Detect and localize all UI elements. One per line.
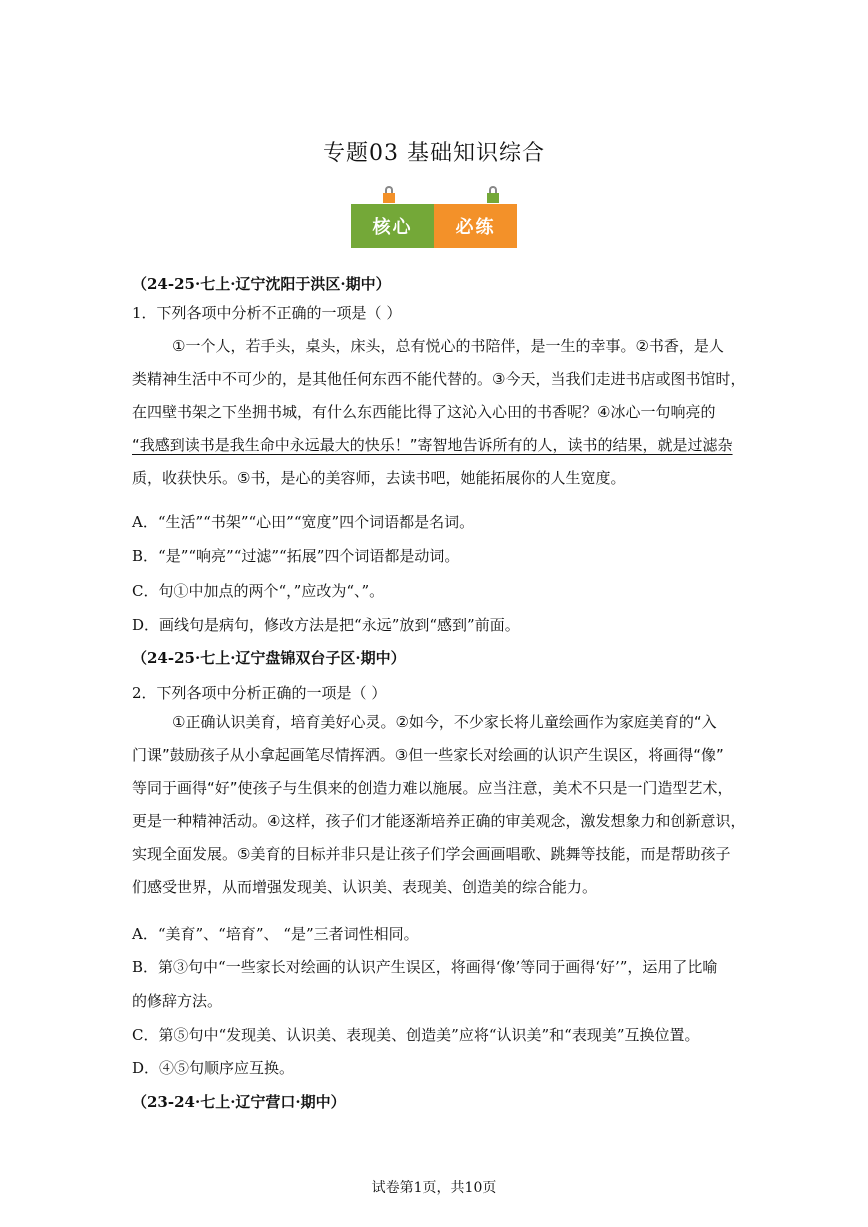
question-2-stem: 2．下列各项中分析正确的一项是（ ） (132, 684, 387, 702)
question-1-option-d: D．画线句是病句，修改方法是把“永远”放到“感到”前面。 (132, 616, 520, 634)
question-1-option-c: C．句①中加点的两个“，”应改为“、”。 (132, 582, 385, 600)
passage-line: 质，收获快乐。⑤书，是心的美容师，去读书吧，她能拓展你的人生宽度。 (132, 469, 626, 487)
badge-left-label: 核心 (351, 204, 434, 248)
passage-line: 更是一种精神活动。④这样，孩子们才能逐渐培养正确的审美观念，激发想象力和创新意识， (132, 812, 746, 830)
binder-clip-icon (487, 186, 499, 204)
question-2-option-a: A．“美育”、“培育”、 “是”三者词性相同。 (132, 925, 419, 943)
question-1-passage (132, 330, 744, 495)
question-2-passage (132, 706, 744, 904)
question-2-option-c: C．第⑤句中“发现美、认识美、表现美、创造美”应将“认识美”和“表现美”互换位置。 (132, 1026, 700, 1044)
badge-right-label: 必练 (434, 204, 517, 248)
question-1-source: （24-25·七上·辽宁沈阳于洪区·期中） (132, 275, 391, 293)
page-footer: 试卷第1页，共10页 (371, 1180, 497, 1196)
question-2-option-b: B．第③句中“一些家长对绘画的认识产生误区，将画得‘像’等同于画得‘好’”，运用了比喻 (132, 958, 718, 976)
passage-line: 门课”鼓励孩子从小拿起画笔尽情挥洒。③但一些家长对绘画的认识产生误区，将画得“像” (132, 746, 724, 764)
passage-line: 实现全面发展。⑤美育的目标并非只是让孩子们学会画画唱歌、跳舞等技能，而是帮助孩子 (132, 845, 731, 863)
question-1-option-a: A．“生活”“书架”“心田”“宽度”四个词语都是名词。 (132, 513, 475, 531)
passage-line: ①正确认识美育，培育美好心灵。②如今，不少家长将儿童绘画作为家庭美育的“入 (172, 713, 717, 731)
question-1-option-b: B．“是”“响亮”“过滤”“拓展”四个词语都是动词。 (132, 547, 460, 565)
passage-line: ①一个人，若手头，桌头，床头，总有悦心的书陪伴，是一生的幸事。②书香，是人 (172, 337, 724, 355)
question-2-option-d: D．④⑤句顺序应互换。 (132, 1059, 295, 1077)
passage-line: 类精神生活中不可少的，是其他任何东西不能代替的。③今天，当我们走进书店或图书馆时， (132, 370, 746, 388)
passage-line: 们感受世界，从而增强发现美、认识美、表现美、创造美的综合能力。 (132, 878, 598, 896)
passage-line: 等同于画得“好”使孩子与生俱来的创造力难以施展。应当注意，美术不只是一门造型艺术， (132, 779, 733, 797)
question-2-option-b-cont: 的修辞方法。 (132, 992, 223, 1010)
passage-line: 在四壁书架之下坐拥书城，有什么东西能比得了这沁入心田的书香呢？④冰心一句响亮的 (132, 403, 716, 421)
question-3-source: （23-24·七上·辽宁营口·期中） (132, 1093, 346, 1111)
question-2-source: （24-25·七上·辽宁盘锦双台子区·期中） (132, 649, 406, 667)
question-1-stem: 1．下列各项中分析不正确的一项是（ ） (132, 304, 402, 322)
passage-line-underlined: “我感到读书是我生命中永远最大的快乐！”寄智地告诉所有的人，读书的结果，就是过滤杂 (132, 436, 733, 454)
binder-clip-icon (383, 186, 395, 204)
core-practice-badge (351, 204, 517, 248)
page-title: 专题03 基础知识综合 (323, 141, 545, 166)
